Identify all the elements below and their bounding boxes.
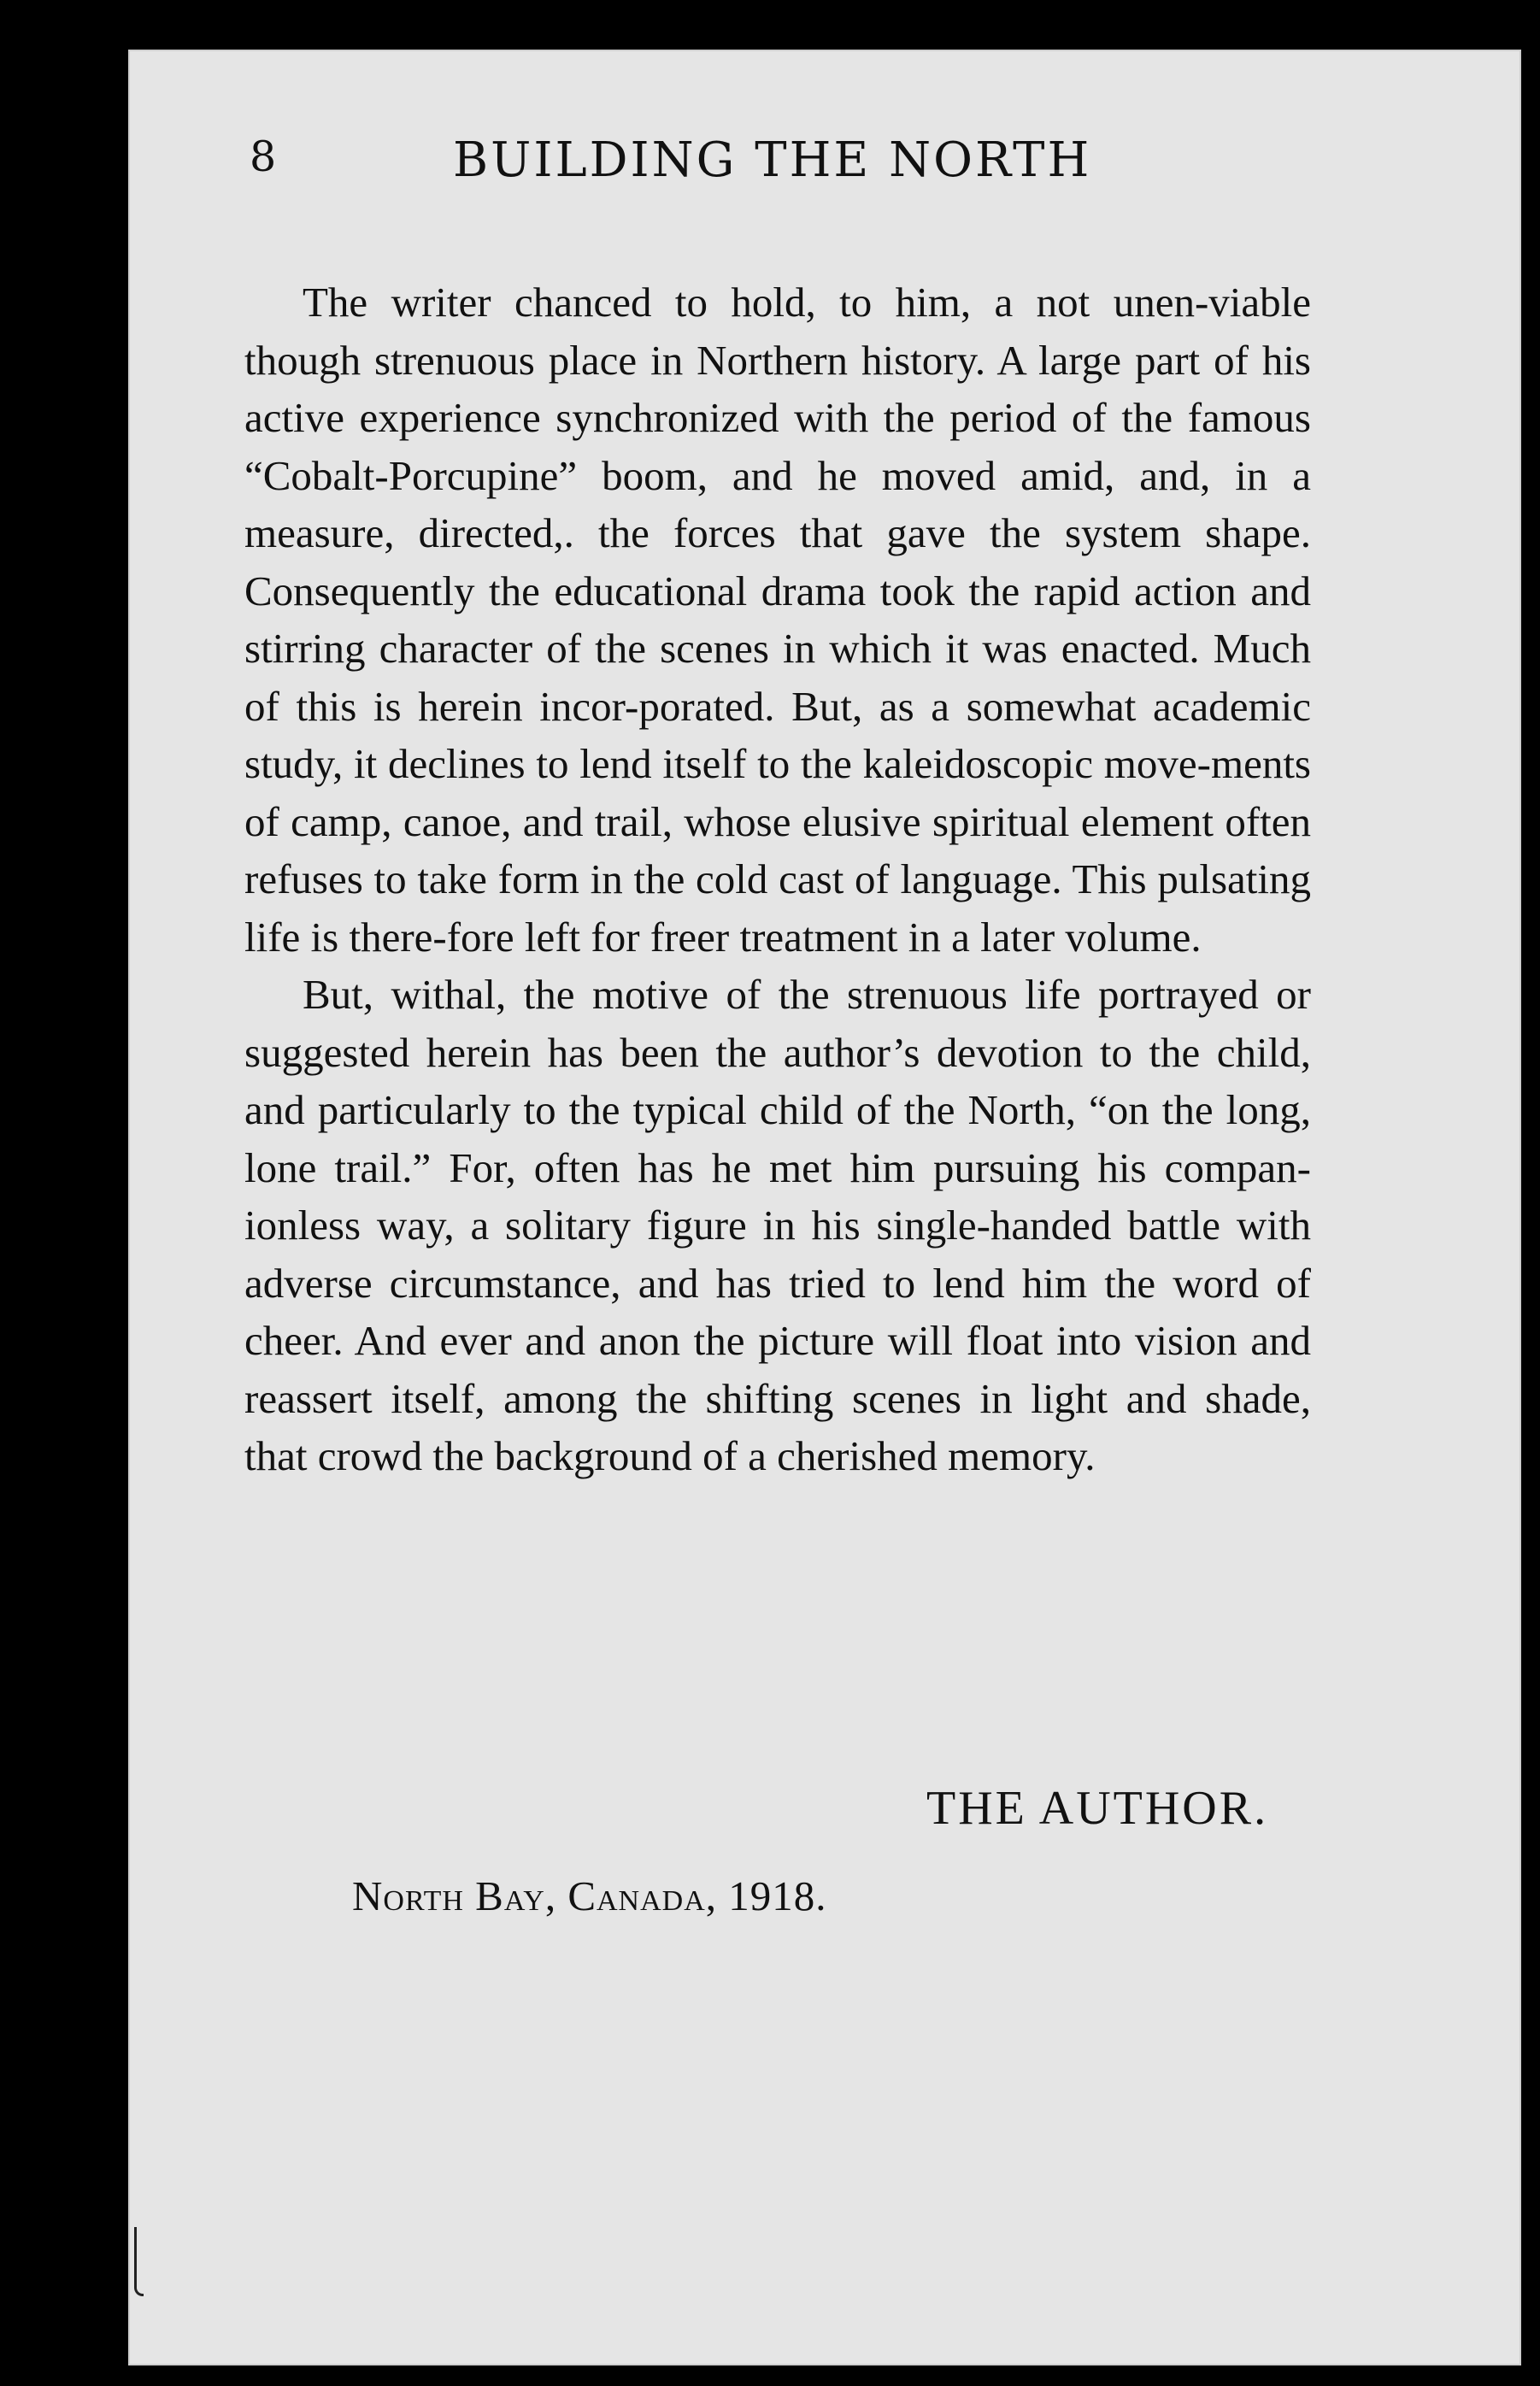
paragraph-1: The writer chanced to hold, to him, a not unen-viable though strenuous place in Northern history. A large part of his active experience synchronized with the period of the famous “Cobalt-Porcupine” boom, and he moved amid, and, in a measure, directed,. the forces that gave the system shape. Consequently the educational drama took the rapid action and stirring character of the scenes in which it was enacted. Much of this is herein incor-porated. But, as a somewhat academic study, it declines to lend itself to the kaleidoscopic move-ments of camp, canoe, and trail, whose elusive spiritual element often refuses to take form in the cold cast of language. This pulsating life is there-fore left for freer treatment in a later volume. (244, 279, 1311, 961)
body-text (244, 273, 1311, 1485)
running-head: BUILDING THE NORTH (453, 132, 1092, 188)
placeline: North Bay, Canada, 1918. (352, 1872, 827, 1919)
author-signature: THE AUTHOR. (926, 1782, 1269, 1835)
margin-mark (134, 2227, 144, 2296)
page-header (250, 132, 1284, 226)
paragraph-2: But, withal, the motive of the strenuous life portrayed or suggested herein has been the author’s devotion to the child, and particularly to the typical child of the North, “on the long, lone trail.” For, often has he met him pursuing his compan-ionless way, a solitary figure in his single-handed battle with adverse circumstance, and has tried to lend him the word of cheer. And ever and anon the picture will float into vision and reassert itself, among the shifting scenes in light and shade, that crowd the background of a cherished memory. (244, 971, 1311, 1479)
page-number: 8 (250, 132, 278, 181)
